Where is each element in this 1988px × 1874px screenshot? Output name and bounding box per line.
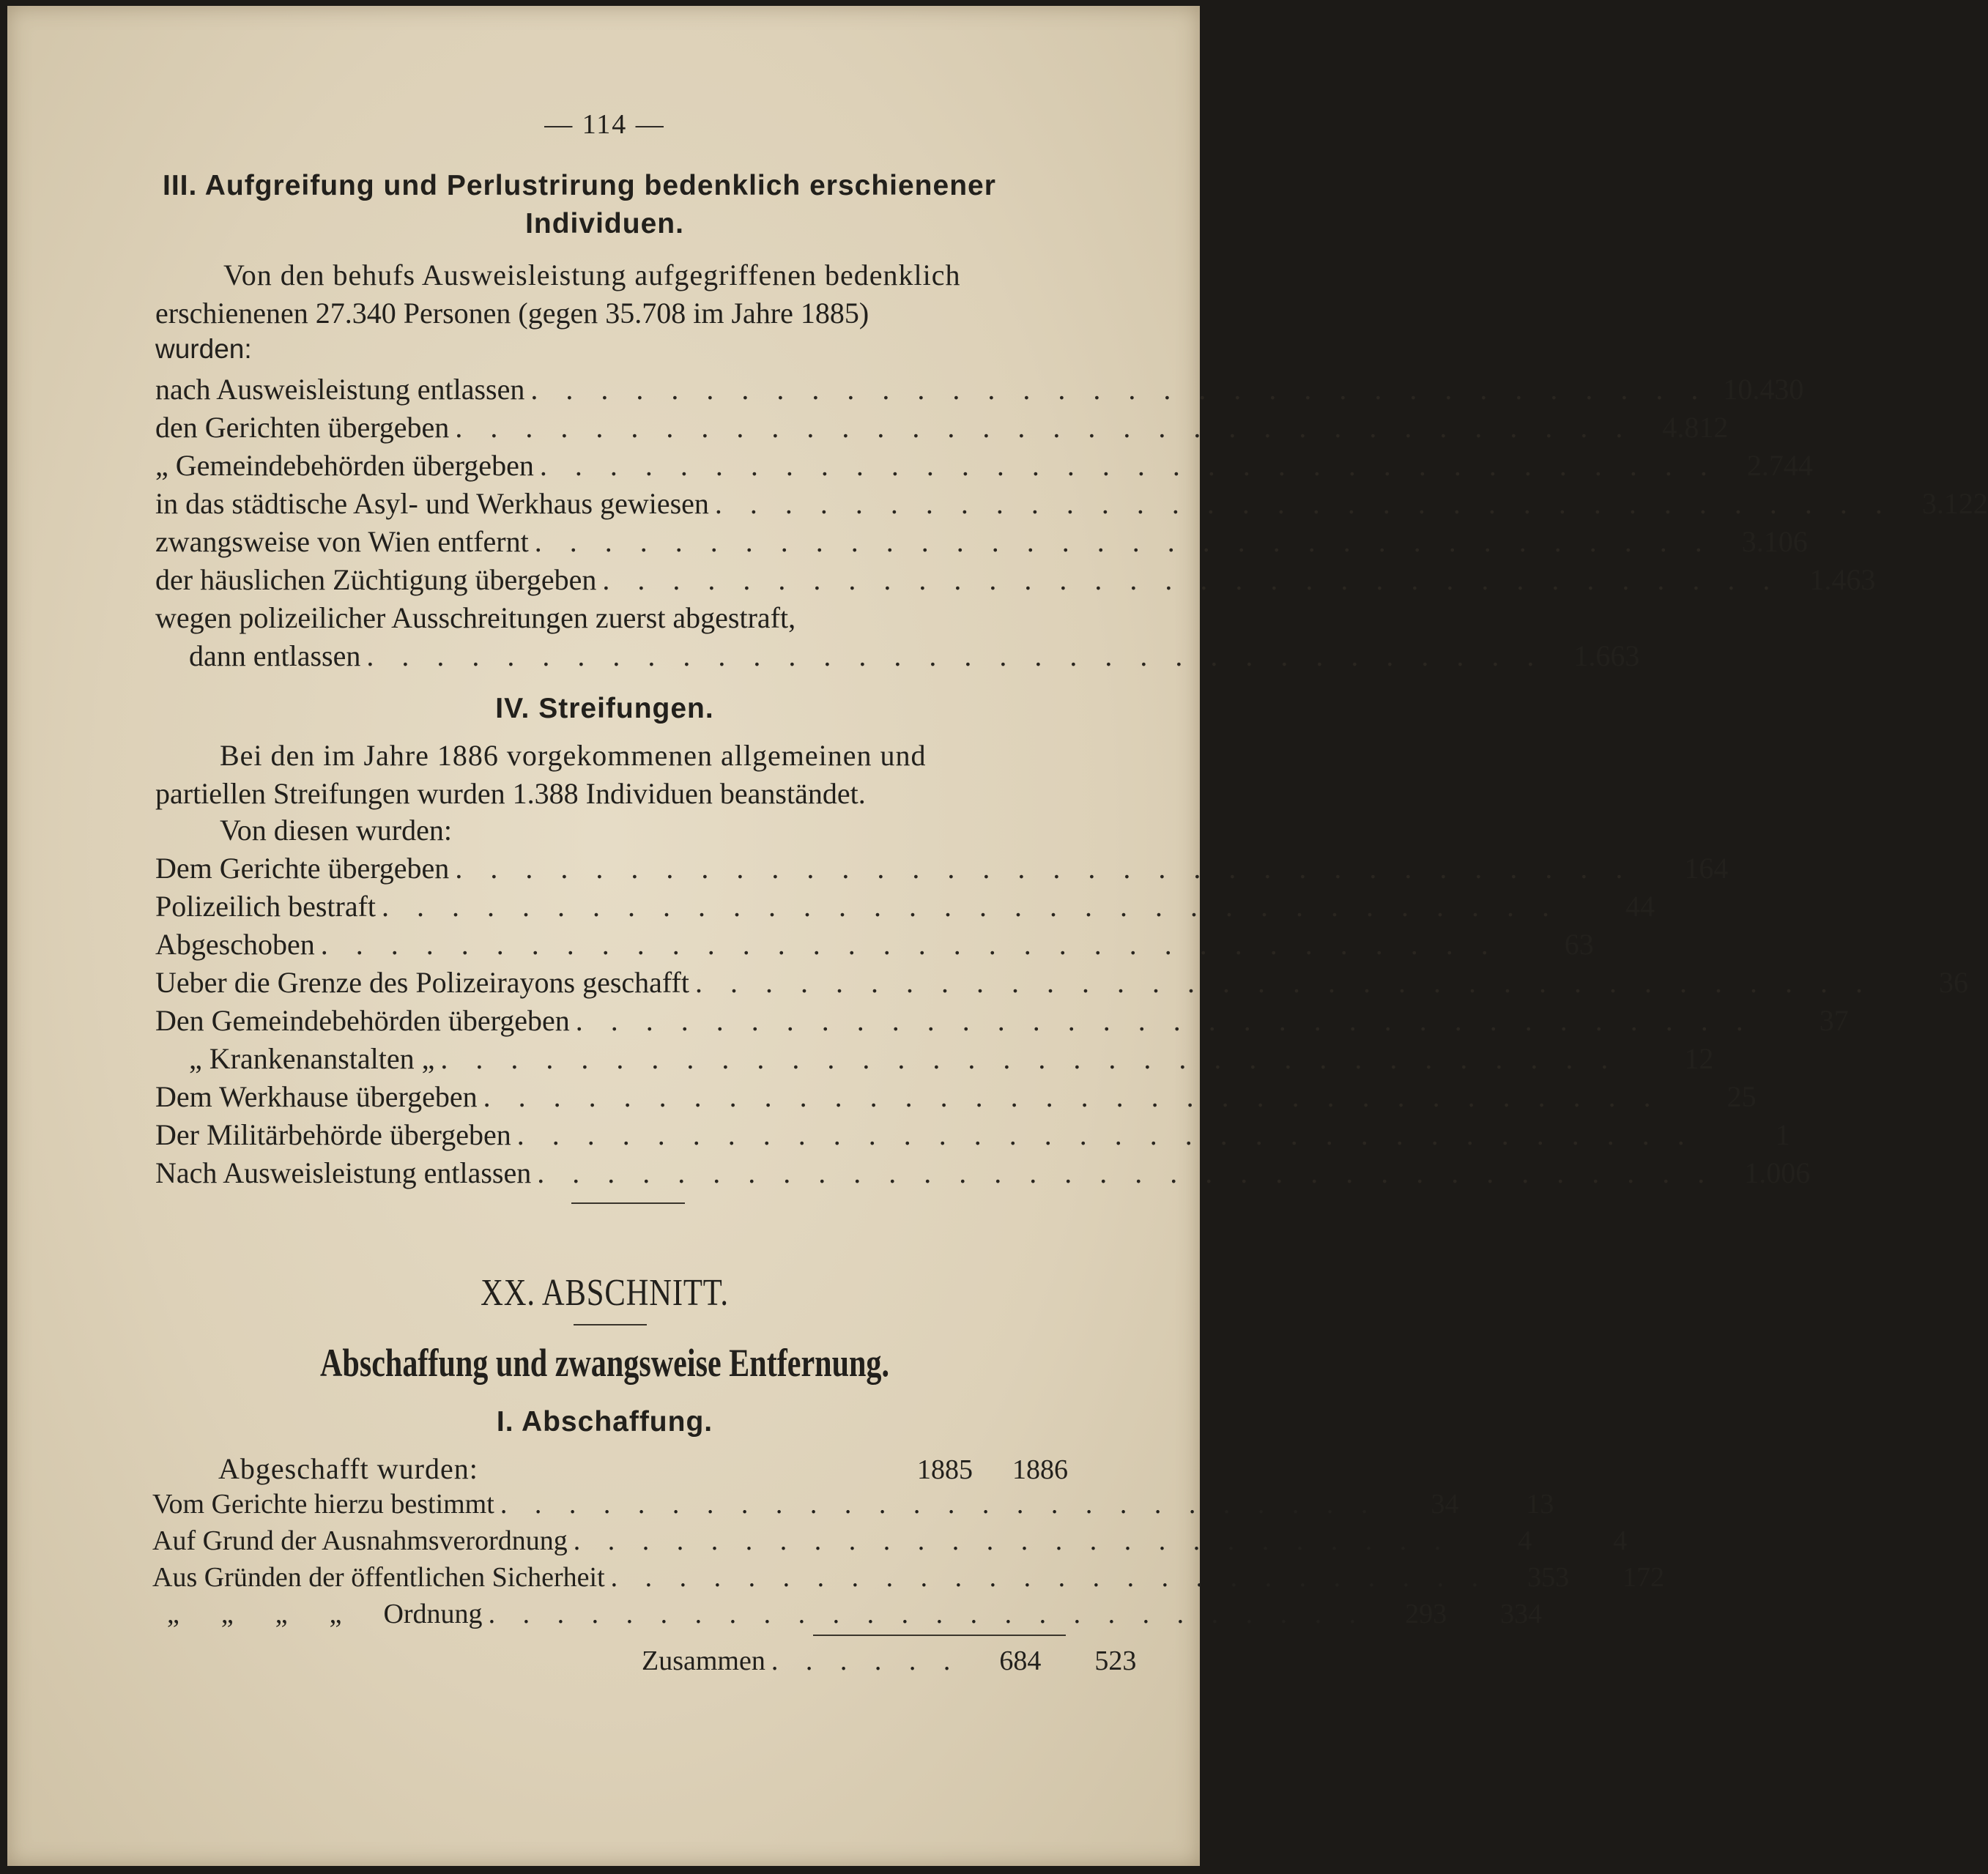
list-item bbox=[155, 851, 1729, 888]
leader-dots: . . . . . . . . . . . . . . . . . . . . . . . . . . . . . . . . . . bbox=[537, 1156, 1716, 1189]
row-label: in das städtische Asyl- und Werkhaus gewiesen bbox=[155, 487, 709, 520]
row-label: Den Gemeindebehörden übergeben bbox=[155, 1004, 570, 1037]
table-row bbox=[152, 1525, 1628, 1561]
table-header-row bbox=[152, 1451, 1068, 1488]
leader-dots: . . . . . . . . . . . . . . . . . . . . . . . . . . bbox=[500, 1489, 1379, 1520]
leader-dots: . . . . . . . . . . . . . . . . . . . . . . . . . . . . . . . . . . bbox=[575, 1004, 1754, 1037]
row-value: 12 bbox=[1684, 1042, 1714, 1075]
value-1885: 4 bbox=[1518, 1525, 1532, 1556]
page-number: — 114 — bbox=[544, 109, 665, 140]
col-header-1886: 1886 bbox=[1012, 1454, 1068, 1485]
section4-intro-line1: Bei den im Jahre 1886 vorgekommenen allgemeinen und bbox=[220, 739, 927, 772]
list-item bbox=[189, 639, 1640, 675]
row-value: 36 bbox=[1938, 966, 1968, 999]
leader-dots: . . . . . . . . . . . . . . . . . . . . . . . . . . . . . . . . . . bbox=[602, 563, 1781, 596]
list-item bbox=[155, 524, 1808, 561]
section3-title-line1: III. Aufgreifung und Perlustrirung bedenklich erschienener bbox=[163, 170, 996, 201]
row-label: Auf Grund der Ausnahmsverordnung bbox=[152, 1525, 568, 1556]
table-row bbox=[152, 1488, 1554, 1525]
row-value: 164 bbox=[1684, 852, 1729, 885]
list-item bbox=[155, 889, 1655, 926]
row-label: „ Gemeindebehörden übergeben bbox=[155, 449, 534, 482]
row-value: 1.663 bbox=[1573, 639, 1640, 672]
row-label: Aus Gründen der öffentlichen Sicherheit bbox=[152, 1562, 605, 1593]
row-value: 4.812 bbox=[1662, 411, 1729, 444]
row-label: nach Ausweisleistung entlassen bbox=[155, 373, 525, 406]
value-1885: 353 bbox=[1527, 1562, 1570, 1593]
leader-dots: . . . . . . . . . . . . . . . . . . . . . . . . . . . . . . . . . . bbox=[516, 1118, 1695, 1151]
leader-dots: . . . . . . . . . . . . . . . . . . . . . . . . . . . . . . . . . . bbox=[714, 487, 1893, 520]
list-item bbox=[189, 1041, 1714, 1078]
row-value: 1.463 bbox=[1809, 563, 1876, 596]
value-1885: 34 bbox=[1431, 1489, 1459, 1520]
row-label: Ueber die Grenze des Polizeirayons geschafft bbox=[155, 966, 689, 999]
row-label: „ Krankenanstalten „ bbox=[189, 1042, 435, 1075]
total-rule bbox=[813, 1635, 1066, 1636]
section-divider bbox=[571, 1202, 685, 1204]
row-label: Abgeschoben bbox=[155, 928, 315, 961]
list-item bbox=[155, 1156, 1811, 1192]
list-item bbox=[155, 448, 1813, 485]
chapter-title: Abschaffung und zwangsweise Entfernung. bbox=[319, 1341, 890, 1385]
leader-dots: . . . . . . . . . . . . . . . . . . . . . . . . . . . . . . . . . . bbox=[382, 890, 1560, 923]
table-label: Abgeschafft wurden: bbox=[218, 1452, 478, 1485]
leader-dots: . . . . . . . . . . . . . . . . . . . . . . . . . . . . . . . . . . bbox=[483, 1080, 1661, 1113]
row-value: 44 bbox=[1625, 890, 1655, 923]
list-item bbox=[155, 562, 1876, 599]
value-1886: 13 bbox=[1526, 1489, 1554, 1520]
leader-dots: . . . . . . . . . . . . . . . . . . . . . . . . . . . . . . . . . . bbox=[530, 373, 1709, 406]
list-item bbox=[155, 965, 1968, 1002]
section4-title: IV. Streifungen. bbox=[495, 693, 714, 724]
leader-dots: . . . . . . . . . . . . . . . . . . . . . . . . . . . . . . . . . . bbox=[694, 966, 1873, 999]
list-item bbox=[155, 1079, 1757, 1116]
section4-intro-line3: Von diesen wurden: bbox=[220, 814, 452, 847]
list-item bbox=[155, 927, 1594, 964]
list-item bbox=[155, 372, 1804, 409]
row-label: Polizeilich bestraft bbox=[155, 890, 377, 923]
section4-intro-line2: partiellen Streifungen wurden 1.388 Individuen beanständet. bbox=[155, 777, 866, 810]
total-1885: 684 bbox=[999, 1646, 1042, 1676]
leader-dots: . . . . . . . . . . . . . . . . . . . . . . . . . . . . . . . . . . bbox=[440, 1042, 1619, 1075]
chapter-heading: XX. ABSCHNITT. bbox=[481, 1272, 729, 1314]
row-label: der häuslichen Züchtigung übergeben bbox=[155, 563, 597, 596]
list-item bbox=[155, 410, 1729, 447]
list-item bbox=[155, 601, 1078, 637]
row-label: Vom Gerichte hierzu bestimmt bbox=[152, 1489, 494, 1520]
leader-dots: . . . . . . . . . . . . . . . . . . . . . . . . . . . . . . . . . . bbox=[320, 928, 1499, 961]
row-label: dann entlassen bbox=[189, 639, 361, 672]
total-1886: 523 bbox=[1094, 1646, 1137, 1676]
row-value: 63 bbox=[1564, 928, 1594, 961]
row-label: Dem Werkhause übergeben bbox=[155, 1080, 478, 1113]
row-label: „ „ „ „ Ordnung bbox=[167, 1599, 483, 1629]
row-value: 3.106 bbox=[1741, 525, 1808, 558]
col-header-1885: 1885 bbox=[917, 1454, 973, 1485]
list-item bbox=[155, 1118, 1790, 1154]
table-row bbox=[152, 1598, 1543, 1635]
section3-intro-line1: Von den behufs Ausweisleistung aufgegriffenen bedenklich bbox=[223, 259, 961, 291]
leader-dots: . . . . . . . . . . . . . . . . . . . . . . . . . . bbox=[573, 1525, 1452, 1556]
value-1886: 334 bbox=[1500, 1599, 1543, 1629]
list-item bbox=[155, 1003, 1849, 1040]
section3-intro-line3: wurden: bbox=[155, 334, 252, 364]
leader-dots: . . . . . . . . . . . . . . . . . . . . . . . . . . bbox=[610, 1562, 1489, 1593]
table-row bbox=[152, 1561, 1665, 1598]
row-label: Der Militärbehörde übergeben bbox=[155, 1118, 511, 1151]
row-value: 25 bbox=[1726, 1080, 1757, 1113]
row-value: 3.122 bbox=[1921, 487, 1988, 520]
row-value: 10.430 bbox=[1723, 373, 1804, 406]
value-1885: 293 bbox=[1405, 1599, 1447, 1629]
row-label: zwangsweise von Wien entfernt bbox=[155, 525, 529, 558]
row-value: 1 bbox=[1775, 1118, 1790, 1151]
row-label: den Gerichten übergeben bbox=[155, 411, 450, 444]
leader-dots: . . . . . . . . . . . . . . . . . . . . . . . . . . . . . . . . . . bbox=[366, 639, 1545, 672]
leader-dots: . . . . . . . . . . . . . . . . . . . . . . . . . . . . . . . . . . bbox=[539, 449, 1718, 482]
row-label: Dem Gerichte übergeben bbox=[155, 852, 450, 885]
row-value: 2.744 bbox=[1746, 449, 1813, 482]
list-item bbox=[155, 486, 1988, 523]
row-label: wegen polizeilicher Ausschreitungen zuerst abgestraft, bbox=[155, 601, 796, 634]
value-1886: 4 bbox=[1613, 1525, 1628, 1556]
total-label: Zusammen bbox=[642, 1646, 765, 1676]
subsection-title: I. Abschaffung. bbox=[496, 1406, 713, 1438]
section3-intro-line2: erschienenen 27.340 Personen (gegen 35.708 im Jahre 1885) bbox=[155, 297, 869, 330]
value-1886: 172 bbox=[1622, 1562, 1665, 1593]
leader-dots: . . . . . . . . . . . . . . . . . . . . . . . . . . . . . . . . . . bbox=[534, 525, 1713, 558]
section3-title-line2: Individuen. bbox=[525, 208, 684, 239]
row-value: 37 bbox=[1819, 1004, 1849, 1037]
leader-dots: . . . . . . . . . . . . . . . . . . . . . . . . . . bbox=[488, 1599, 1367, 1629]
leader-dots: . . . . . . . . . . . . . . . . . . . . . . . . . . . . . . . . . . bbox=[455, 852, 1633, 885]
heading-underline bbox=[574, 1324, 647, 1325]
leader-dots: . . . . . . bbox=[771, 1646, 961, 1676]
table-total-row bbox=[152, 1645, 1137, 1681]
row-label: Nach Ausweisleistung entlassen bbox=[155, 1156, 532, 1189]
leader-dots: . . . . . . . . . . . . . . . . . . . . . . . . . . . . . . . . . . bbox=[455, 411, 1633, 444]
row-value: 1.006 bbox=[1744, 1156, 1811, 1189]
